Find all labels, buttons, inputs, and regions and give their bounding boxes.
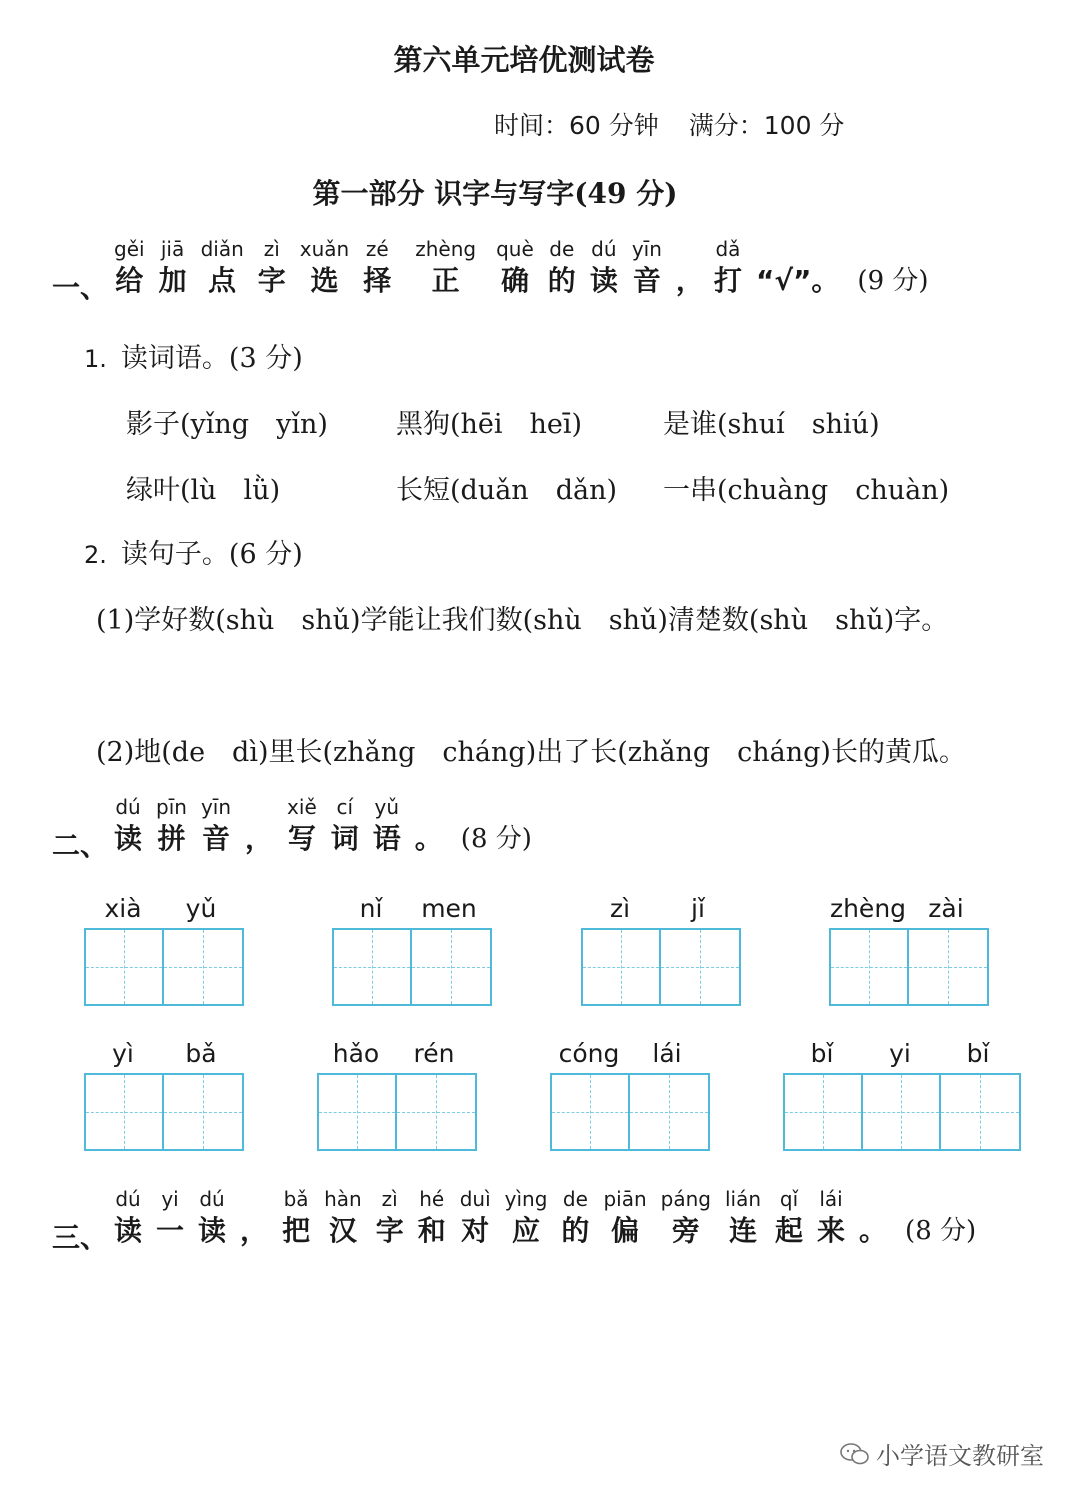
part-title: 第一部分 识字与写字(49 分) bbox=[312, 177, 678, 210]
pinyin: yìng bbox=[504, 1187, 548, 1211]
ruby-character bbox=[460, 1186, 491, 1250]
ruby-character bbox=[661, 1186, 711, 1250]
ruby-character bbox=[590, 236, 618, 300]
watermark-text: 小学语文教研室 bbox=[876, 1442, 1044, 1470]
writing-cell[interactable] bbox=[941, 1075, 1019, 1149]
pinyin-label: bǎ bbox=[185, 1039, 217, 1068]
score: (9 分) bbox=[857, 266, 929, 296]
ruby-character bbox=[114, 1186, 142, 1250]
hanzi: 对 bbox=[461, 1214, 490, 1247]
pinyin-label: yì bbox=[112, 1039, 134, 1068]
ruby-character bbox=[561, 1186, 589, 1250]
pinyin-label: jǐ bbox=[691, 894, 705, 923]
tian-zi-grid bbox=[317, 1073, 477, 1151]
hanzi: 旁 bbox=[671, 1214, 700, 1247]
pinyin-label: men bbox=[421, 894, 477, 923]
word-choice: 绿叶(lù lǜ) bbox=[126, 475, 281, 506]
score: (8 分) bbox=[460, 824, 532, 854]
pinyin: gěi bbox=[114, 237, 145, 261]
pinyin: de bbox=[549, 237, 575, 261]
writing-cell[interactable] bbox=[863, 1075, 941, 1149]
sentence-2: (2)地(de dì)里长(zhǎng cháng)出了长(zhǎng cháng)长的黄瓜。 bbox=[96, 737, 966, 768]
question-number: 二、 bbox=[52, 829, 109, 862]
pinyin: de bbox=[562, 1187, 588, 1211]
hanzi: 把 bbox=[282, 1214, 311, 1247]
subquestion-text: 读句子。(6 分) bbox=[120, 539, 303, 570]
writing-cell[interactable] bbox=[583, 930, 661, 1004]
pinyin: zì bbox=[263, 237, 280, 261]
ruby-character bbox=[859, 1186, 887, 1250]
question-2-ruby-text bbox=[114, 794, 532, 858]
ruby-character bbox=[632, 236, 662, 300]
ruby-character bbox=[114, 236, 145, 300]
hanzi: 音 bbox=[201, 822, 230, 855]
hanzi: 。 bbox=[859, 1214, 888, 1247]
word-choice: 黑狗(hēi heī) bbox=[396, 409, 583, 440]
writing-cell[interactable] bbox=[630, 1075, 708, 1149]
pinyin: pīn bbox=[156, 795, 187, 819]
hanzi: 偏 bbox=[611, 1214, 640, 1247]
pinyin-writing-group bbox=[829, 894, 989, 1006]
pinyin: páng bbox=[660, 1187, 711, 1211]
hanzi: 读 bbox=[114, 1214, 143, 1247]
ruby-character bbox=[775, 1186, 803, 1250]
ruby-character bbox=[548, 236, 576, 300]
ruby-character bbox=[201, 236, 244, 300]
ruby-character bbox=[159, 236, 187, 300]
writing-cell[interactable] bbox=[86, 1075, 164, 1149]
ruby-character bbox=[676, 236, 704, 300]
tian-zi-grid bbox=[550, 1073, 710, 1151]
writing-cell[interactable] bbox=[319, 1075, 397, 1149]
ruby-character bbox=[363, 236, 391, 300]
subquestion-number: 2. bbox=[84, 541, 107, 569]
pinyin-label: xià bbox=[104, 894, 142, 923]
tian-zi-grid bbox=[581, 928, 741, 1006]
page-title: 第六单元培优测试卷 bbox=[393, 43, 655, 77]
pinyin-label: nǐ bbox=[359, 894, 383, 923]
writing-cell[interactable] bbox=[661, 930, 739, 1004]
pinyin-label: zì bbox=[609, 894, 631, 923]
ruby-character bbox=[331, 794, 359, 858]
wechat-icon bbox=[840, 1443, 870, 1465]
pinyin: yīn bbox=[631, 237, 662, 261]
word-choice: 影子(yǐng yǐn) bbox=[126, 409, 328, 440]
writing-cell[interactable] bbox=[397, 1075, 475, 1149]
hanzi: 。 bbox=[414, 822, 443, 855]
subquestion-number: 1. bbox=[84, 345, 107, 373]
pinyin: lái bbox=[819, 1187, 843, 1211]
pinyin: zé bbox=[365, 237, 389, 261]
pinyin: duì bbox=[459, 1187, 491, 1211]
word-choice: 长短(duǎn dǎn) bbox=[396, 475, 617, 506]
ruby-character bbox=[282, 1186, 310, 1250]
hanzi: 的 bbox=[547, 264, 576, 297]
hanzi: 写 bbox=[287, 822, 316, 855]
hanzi: 选 bbox=[310, 264, 339, 297]
hanzi: 来 bbox=[817, 1214, 846, 1247]
pinyin-writing-group bbox=[332, 894, 492, 1006]
hanzi: 拼 bbox=[157, 822, 186, 855]
tian-zi-grid bbox=[783, 1073, 1021, 1151]
hanzi: 音 bbox=[632, 264, 661, 297]
hanzi: ， bbox=[245, 822, 274, 855]
pinyin: dú bbox=[115, 795, 141, 819]
ruby-character bbox=[324, 1186, 362, 1250]
ruby-character bbox=[114, 794, 142, 858]
hanzi: 汉 bbox=[328, 1214, 357, 1247]
pinyin: dú bbox=[115, 1187, 141, 1211]
question-number: 三、 bbox=[52, 1221, 109, 1254]
ruby-character bbox=[373, 794, 401, 858]
tian-zi-grid bbox=[332, 928, 492, 1006]
writing-cell[interactable] bbox=[785, 1075, 863, 1149]
hanzi: 字 bbox=[375, 1214, 404, 1247]
time-limit: 时间：60 分钟 bbox=[494, 111, 659, 140]
pinyin-writing-group bbox=[84, 894, 244, 1006]
ruby-character bbox=[725, 1186, 761, 1250]
question-number: 一、 bbox=[52, 271, 109, 304]
sentence-1: (1)学好数(shù shǔ)学能让我们数(shù shǔ)清楚数(shù shǔ)字。 bbox=[96, 605, 949, 636]
ruby-character bbox=[300, 236, 349, 300]
ruby-character bbox=[496, 236, 534, 300]
pinyin: qǐ bbox=[779, 1187, 799, 1211]
hanzi: ， bbox=[240, 1214, 269, 1247]
pinyin: bǎ bbox=[283, 1187, 309, 1211]
ruby-character bbox=[376, 1186, 404, 1250]
pinyin-label: bǐ bbox=[966, 1039, 990, 1068]
question-3-ruby-text bbox=[114, 1186, 976, 1250]
writing-cell[interactable] bbox=[831, 930, 909, 1004]
hanzi: 打 bbox=[713, 264, 742, 297]
hanzi: 给 bbox=[115, 264, 144, 297]
hanzi: “√”。 bbox=[755, 264, 840, 297]
word-choice: 一串(chuàng chuàn) bbox=[663, 475, 950, 506]
hanzi: 读 bbox=[114, 822, 143, 855]
pinyin-label: zài bbox=[928, 894, 964, 923]
question-1-ruby-text bbox=[114, 236, 929, 300]
pinyin-writing-group bbox=[317, 1039, 477, 1151]
subquestion-1 bbox=[84, 336, 303, 375]
tian-zi-grid bbox=[84, 928, 244, 1006]
ruby-character bbox=[415, 236, 476, 300]
pinyin: zhèng bbox=[415, 237, 477, 261]
pinyin: diǎn bbox=[200, 237, 244, 261]
watermark bbox=[840, 1436, 1044, 1471]
full-score: 满分：100 分 bbox=[688, 111, 845, 140]
ruby-character bbox=[418, 1186, 446, 1250]
score: (8 分) bbox=[905, 1216, 977, 1246]
hanzi: ， bbox=[675, 264, 704, 297]
pinyin: dǎ bbox=[715, 237, 741, 261]
hanzi: 的 bbox=[561, 1214, 590, 1247]
writing-cell[interactable] bbox=[334, 930, 412, 1004]
pinyin-writing-group bbox=[783, 1039, 1021, 1151]
pinyin: dú bbox=[591, 237, 617, 261]
writing-cell[interactable] bbox=[164, 1075, 242, 1149]
ruby-character bbox=[258, 236, 286, 300]
ruby-character bbox=[156, 1186, 184, 1250]
subquestion-text: 读词语。(3 分) bbox=[120, 343, 303, 374]
ruby-character bbox=[505, 1186, 548, 1250]
tian-zi-grid bbox=[84, 1073, 244, 1151]
pinyin-label: lái bbox=[652, 1039, 682, 1068]
pinyin-writing-group bbox=[84, 1039, 244, 1151]
hanzi: 连 bbox=[728, 1214, 757, 1247]
ruby-character bbox=[245, 794, 273, 858]
pinyin: què bbox=[496, 237, 534, 261]
pinyin: hàn bbox=[324, 1187, 362, 1211]
pinyin: yīn bbox=[200, 795, 232, 819]
writing-cell[interactable] bbox=[412, 930, 490, 1004]
ruby-character bbox=[287, 794, 317, 858]
pinyin: zì bbox=[381, 1187, 398, 1211]
hanzi: 和 bbox=[417, 1214, 446, 1247]
hanzi: 语 bbox=[372, 822, 401, 855]
hanzi: 点 bbox=[208, 264, 237, 297]
ruby-character bbox=[156, 794, 187, 858]
pinyin-writing-group bbox=[581, 894, 741, 1006]
tian-zi-grid bbox=[829, 928, 989, 1006]
pinyin-label: bǐ bbox=[810, 1039, 834, 1068]
ruby-character bbox=[603, 1186, 646, 1250]
pinyin-label: hǎo bbox=[332, 1039, 380, 1068]
hanzi: 正 bbox=[431, 264, 460, 297]
ruby-character bbox=[198, 1186, 226, 1250]
pinyin-label: rén bbox=[413, 1039, 455, 1068]
word-choice: 是谁(shuí shiú) bbox=[663, 409, 880, 440]
subquestion-2 bbox=[84, 532, 303, 571]
pinyin: yǔ bbox=[374, 795, 400, 819]
ruby-character bbox=[201, 794, 231, 858]
pinyin: yi bbox=[161, 1187, 179, 1211]
writing-cell[interactable] bbox=[164, 930, 242, 1004]
pinyin: dú bbox=[199, 1187, 225, 1211]
hanzi: 确 bbox=[500, 264, 529, 297]
ruby-character bbox=[756, 236, 839, 300]
hanzi: 读 bbox=[198, 1214, 227, 1247]
pinyin-label: yǔ bbox=[185, 894, 217, 923]
writing-cell[interactable] bbox=[552, 1075, 630, 1149]
hanzi: 加 bbox=[158, 264, 187, 297]
pinyin: jiā bbox=[160, 237, 185, 261]
hanzi: 应 bbox=[512, 1214, 541, 1247]
pinyin: lián bbox=[724, 1187, 761, 1211]
hanzi: 词 bbox=[330, 822, 359, 855]
hanzi: 字 bbox=[257, 264, 286, 297]
hanzi: 起 bbox=[775, 1214, 804, 1247]
exam-meta bbox=[494, 106, 844, 142]
ruby-character bbox=[817, 1186, 845, 1250]
ruby-character bbox=[415, 794, 443, 858]
pinyin: cí bbox=[336, 795, 354, 819]
pinyin-label: yi bbox=[889, 1039, 911, 1068]
pinyin: piān bbox=[603, 1187, 647, 1211]
writing-cell[interactable] bbox=[909, 930, 987, 1004]
pinyin-writing-group bbox=[550, 1039, 710, 1151]
hanzi: 一 bbox=[156, 1214, 185, 1247]
pinyin-label: zhèng bbox=[829, 894, 907, 923]
hanzi: 择 bbox=[363, 264, 392, 297]
pinyin: xuǎn bbox=[299, 237, 350, 261]
pinyin: hé bbox=[419, 1187, 445, 1211]
ruby-character bbox=[240, 1186, 268, 1250]
pinyin: xiě bbox=[287, 795, 317, 819]
ruby-character bbox=[714, 236, 742, 300]
writing-cell[interactable] bbox=[86, 930, 164, 1004]
pinyin-label: cóng bbox=[558, 1039, 620, 1068]
hanzi: 读 bbox=[589, 264, 618, 297]
